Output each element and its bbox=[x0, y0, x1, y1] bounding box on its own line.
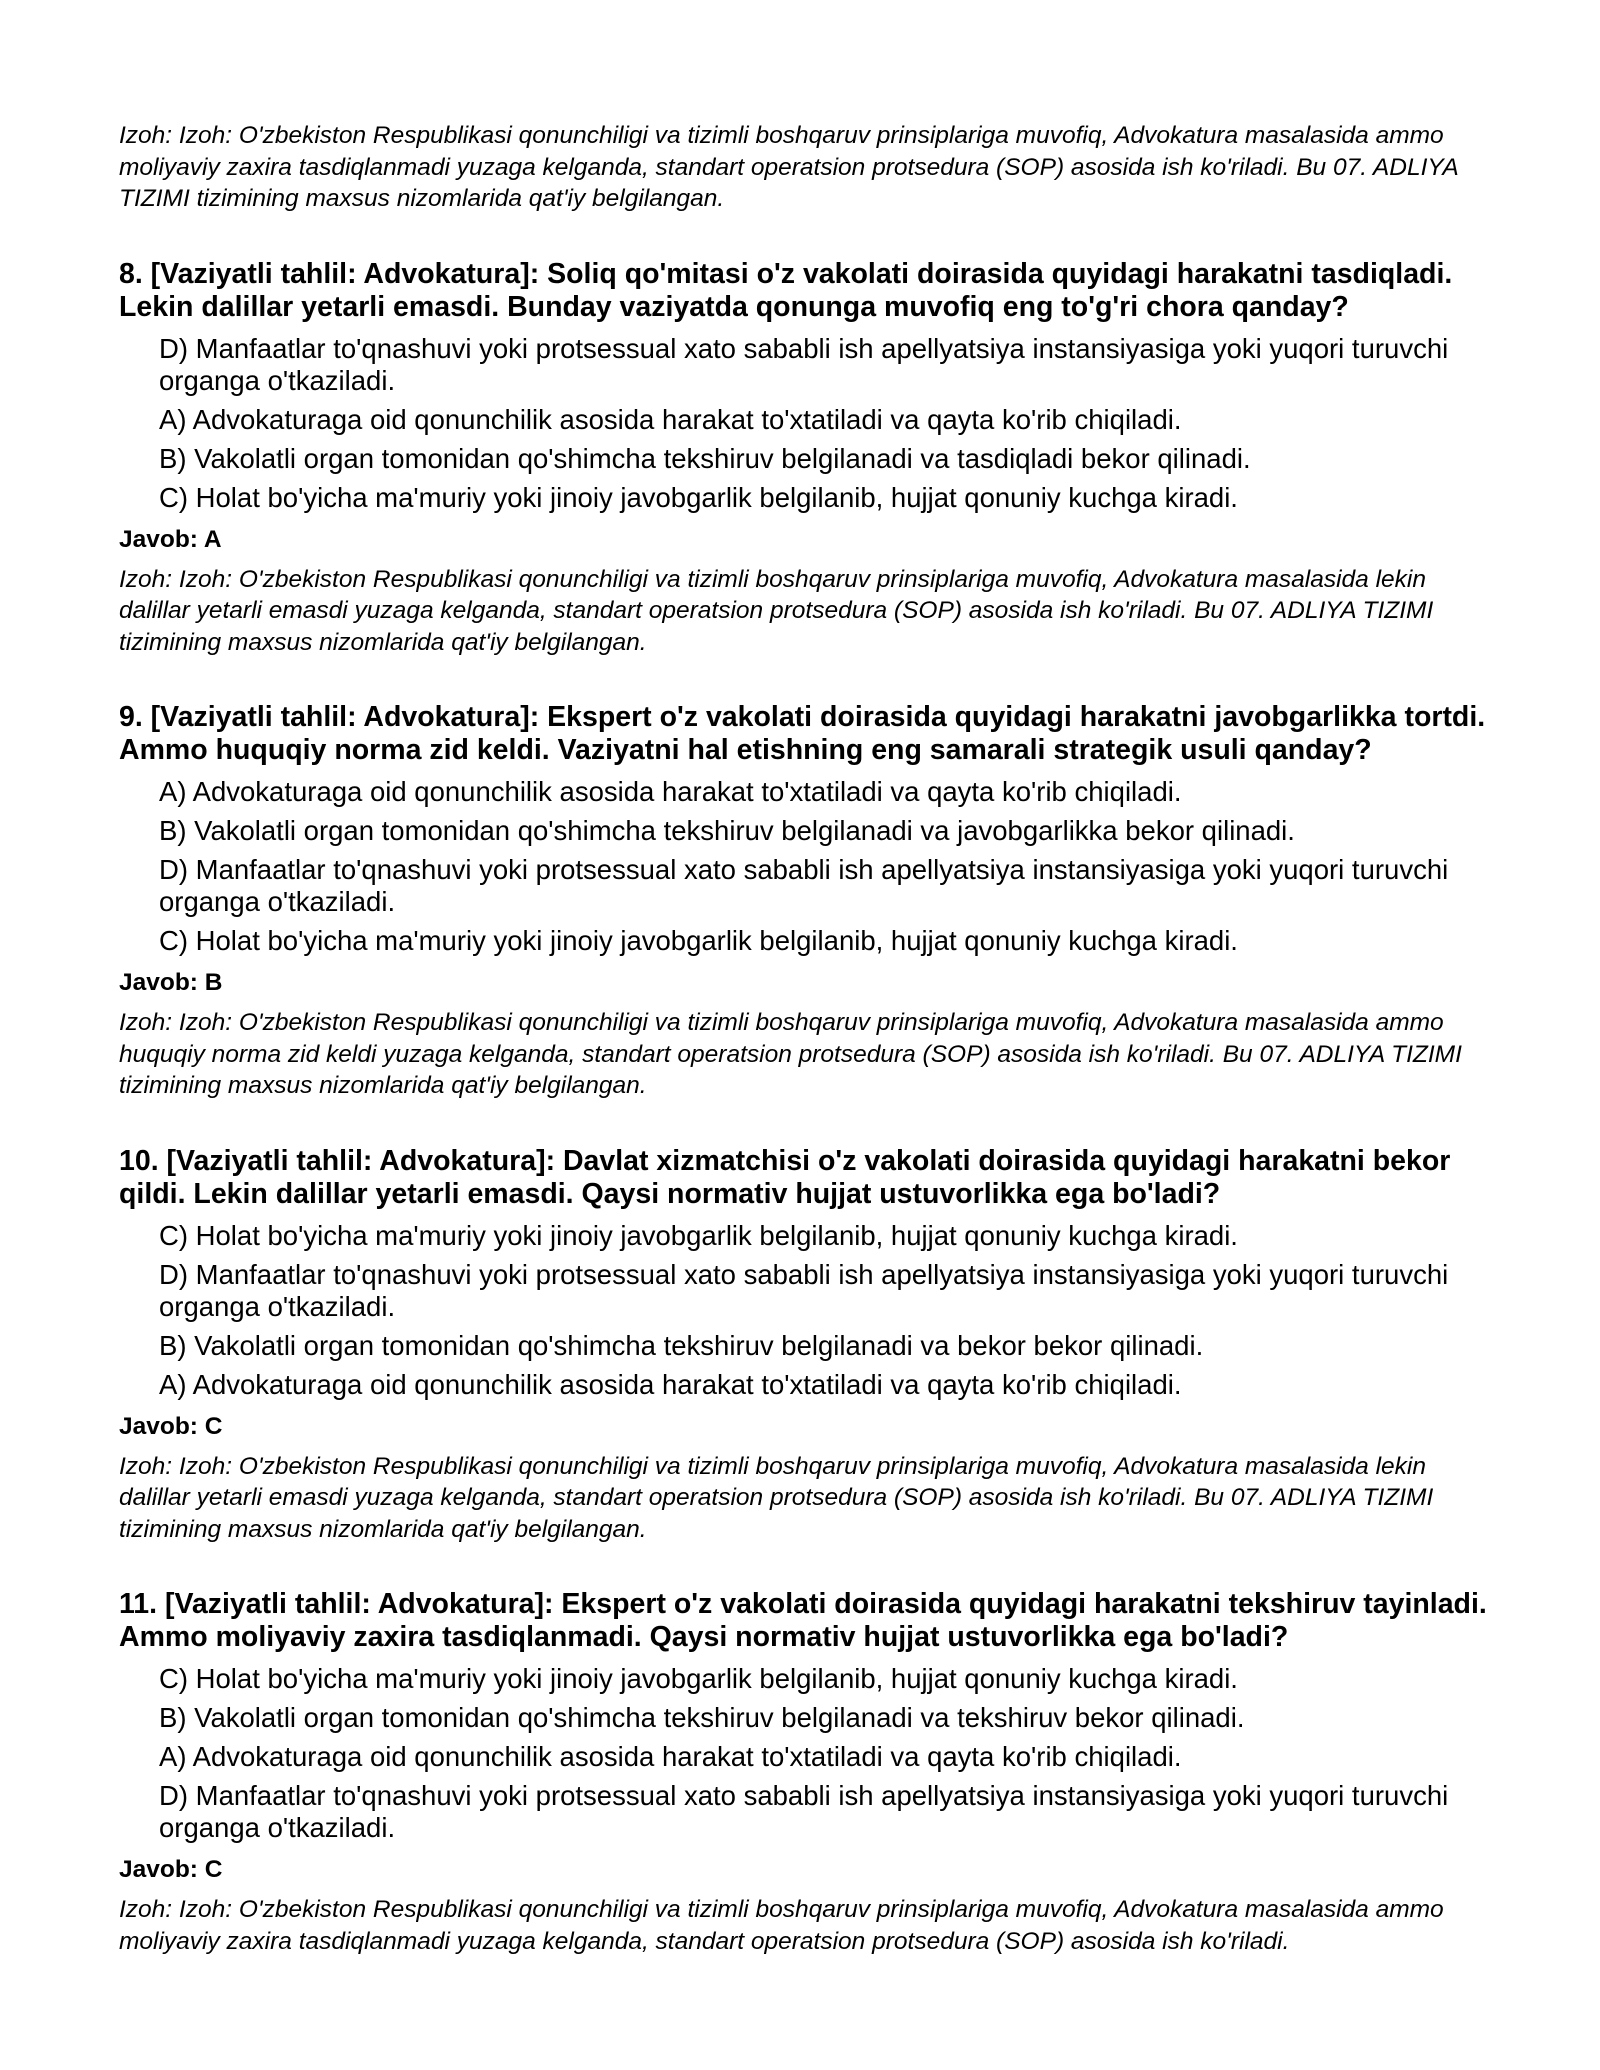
answer-option: C) Holat bo'yicha ma'muriy yoki jinoiy javobgarlik belgilanib, hujjat qonuniy kuchga kiradi. bbox=[159, 481, 1238, 513]
answer-option: A) Advokaturaga oid qonunchilik asosida harakat to'xtatiladi va qayta ko'rib chiqiladi. bbox=[159, 1368, 1182, 1400]
answer-option: D) Manfaatlar to'qnashuvi yoki protsessual xato sababli ish apellyatsiya instansiyasiga yoki yuqori turuvchi organga o'tkaziladi. bbox=[159, 1258, 1449, 1322]
explanation-text: Izoh: Izoh: O'zbekiston Respublikasi qonunchiligi va tizimli boshqaruv prinsiplariga muvofiq, Advokatura masalasida ammo huquqiy norma zid keldi yuzaga kelganda, standart operatsion protsedura (SOP) asosida ish ko'riladi. Bu 07. ADLIYA TIZIMI tizimining maxsus nizomlarida qat'iy belgilangan. bbox=[119, 1009, 1462, 1099]
answer-option: A) Advokaturaga oid qonunchilik asosida harakat to'xtatiladi va qayta ko'rib chiqiladi. bbox=[159, 776, 1182, 807]
answer-option: B) Vakolatli organ tomonidan qo'shimcha tekshiruv belgilanadi va bekor bekor qilinadi. bbox=[159, 1329, 1204, 1361]
question-title: 10. [Vaziyatli tahlil: Advokatura]: Davlat xizmatchisi o'z vakolati doirasida quyidagi harakatni bekor qildi. Lekin dalillar yetarli emasdi. Qaysi normativ hujjat ustuvorlikka ega bo'ladi? bbox=[119, 1144, 1451, 1210]
document-content bbox=[119, 120, 1499, 1957]
answer-key: Javob: B bbox=[119, 969, 223, 996]
answer-option: D) Manfaatlar to'qnashuvi yoki protsessual xato sababli ish apellyatsiya instansiyasiga yoki yuqori turuvchi organga o'tkaziladi. bbox=[159, 332, 1449, 396]
answer-key: Javob: C bbox=[119, 1412, 223, 1440]
question-8 bbox=[119, 258, 1499, 659]
answer-option: A) Advokaturaga oid qonunchilik asosida harakat to'xtatiladi va qayta ko'rib chiqiladi. bbox=[159, 403, 1182, 435]
explanation-text: Izoh: Izoh: O'zbekiston Respublikasi qonunchiligi va tizimli boshqaruv prinsiplariga muvofiq, Advokatura masalasida lekin dalillar yetarli emasdi yuzaga kelganda, standart operatsion protsedura (SOP) asosida ish ko'riladi. Bu 07. ADLIYA TIZIMI tizimining maxsus nizomlarida qat'iy belgilangan. bbox=[119, 1452, 1434, 1543]
answer-option: C) Holat bo'yicha ma'muriy yoki jinoiy javobgarlik belgilanib, hujjat qonuniy kuchga kiradi. bbox=[159, 1219, 1238, 1251]
question-9 bbox=[119, 701, 1499, 1102]
answer-option: B) Vakolatli organ tomonidan qo'shimcha tekshiruv belgilanadi va javobgarlikka bekor qilinadi. bbox=[159, 815, 1295, 846]
question-title: 9. [Vaziyatli tahlil: Advokatura]: Ekspert o'z vakolati doirasida quyidagi harakatni javobgarlikka tortdi. Ammo huquqiy norma zid keldi. Vaziyatni hal etishning eng samarali strategik usuli qanday? bbox=[119, 701, 1486, 766]
question-10 bbox=[119, 1145, 1499, 1546]
answer-option: C) Holat bo'yicha ma'muriy yoki jinoiy javobgarlik belgilanib, hujjat qonuniy kuchga kiradi. bbox=[159, 925, 1238, 956]
answer-option: D) Manfaatlar to'qnashuvi yoki protsessual xato sababli ish apellyatsiya instansiyasiga yoki yuqori turuvchi organga o'tkaziladi. bbox=[159, 854, 1449, 917]
answer-option: B) Vakolatli organ tomonidan qo'shimcha tekshiruv belgilanadi va tekshiruv bekor qilinadi. bbox=[159, 1702, 1245, 1733]
answer-key: Javob: C bbox=[119, 1856, 223, 1883]
answer-option: D) Manfaatlar to'qnashuvi yoki protsessual xato sababli ish apellyatsiya instansiyasiga yoki yuqori turuvchi organga o'tkaziladi. bbox=[159, 1780, 1449, 1843]
explanation-text: Izoh: Izoh: O'zbekiston Respublikasi qonunchiligi va tizimli boshqaruv prinsiplariga muvofiq, Advokatura masalasida ammo moliyaviy zaxira tasdiqlanmadi yuzaga kelganda, standart operatsion protsedura (SOP) asosida ish ko'riladi. Bu 07. ADLIYA TIZIMI tizimining maxsus nizomlarida qat'iy belgilangan. bbox=[119, 122, 1458, 212]
explanation-text: Izoh: Izoh: O'zbekiston Respublikasi qonunchiligi va tizimli boshqaruv prinsiplariga muvofiq, Advokatura masalasida ammo moliyaviy zaxira tasdiqlanmadi yuzaga kelganda, standart operatsion protsedura (SOP) asosida ish ko'riladi. bbox=[119, 1896, 1444, 1955]
answer-option: B) Vakolatli organ tomonidan qo'shimcha tekshiruv belgilanadi va tasdiqladi bekor qilinadi. bbox=[159, 442, 1251, 474]
question-11 bbox=[119, 1588, 1499, 1957]
answer-key: Javob: A bbox=[119, 525, 222, 553]
answer-option: C) Holat bo'yicha ma'muriy yoki jinoiy javobgarlik belgilanib, hujjat qonuniy kuchga kiradi. bbox=[159, 1663, 1238, 1694]
explanation-text: Izoh: Izoh: O'zbekiston Respublikasi qonunchiligi va tizimli boshqaruv prinsiplariga muvofiq, Advokatura masalasida lekin dalillar yetarli emasdi yuzaga kelganda, standart operatsion protsedura (SOP) asosida ish ko'riladi. Bu 07. ADLIYA TIZIMI tizimining maxsus nizomlarida qat'iy belgilangan. bbox=[119, 565, 1434, 656]
question-title: 8. [Vaziyatli tahlil: Advokatura]: Soliq qo'mitasi o'z vakolati doirasida quyidagi harakatni tasdiqladi. Lekin dalillar yetarli emasdi. Bunday vaziyatda qonunga muvofiq eng to'g'ri chora qanday? bbox=[119, 257, 1453, 323]
answer-option: A) Advokaturaga oid qonunchilik asosida harakat to'xtatiladi va qayta ko'rib chiqiladi. bbox=[159, 1741, 1182, 1772]
question-title: 11. [Vaziyatli tahlil: Advokatura]: Ekspert o'z vakolati doirasida quyidagi harakatni tekshiruv tayinladi. Ammo moliyaviy zaxira tasdiqlanmadi. Qaysi normativ hujjat ustuvorlikka ega bo'ladi? bbox=[119, 1588, 1487, 1653]
